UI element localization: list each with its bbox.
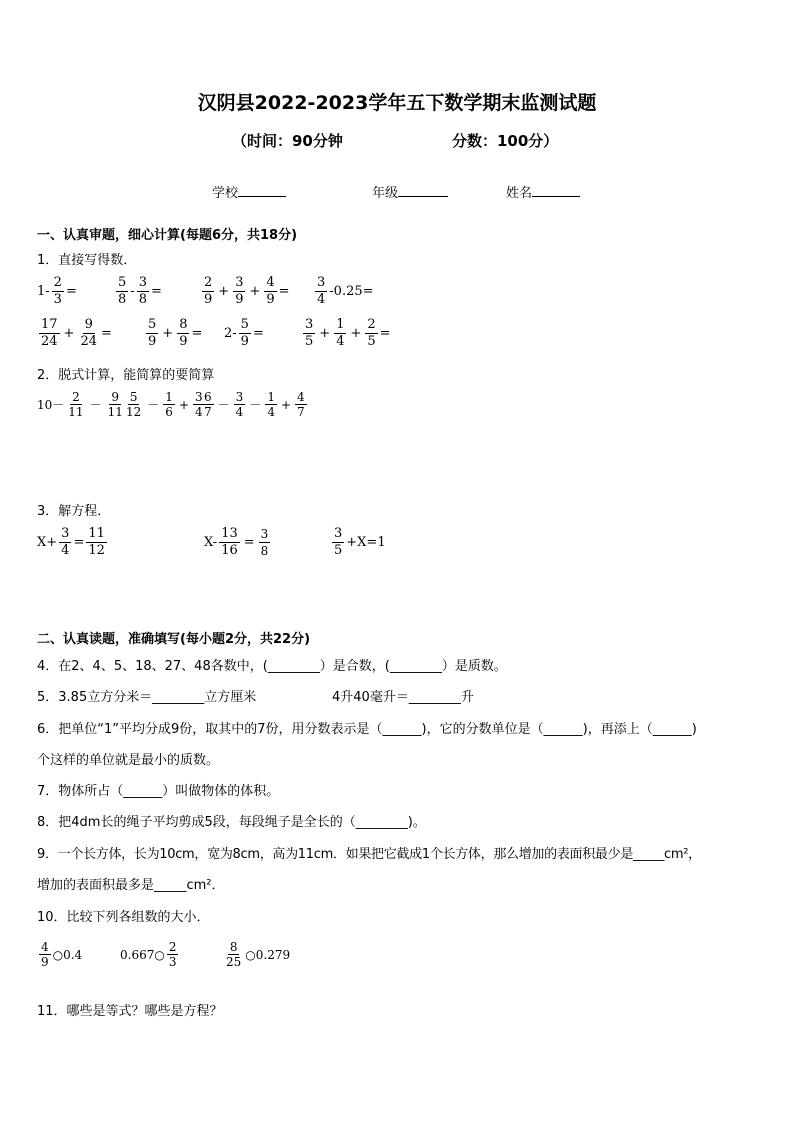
q2-label: 2．脱式计算，能简算的要简算 [37,368,215,383]
q2-item: 10－ $\frac{2}{11}$ － $\frac{9}{11}$ [37,390,123,419]
fraction: $\frac{3}{4}$ [195,390,203,419]
q1-item: 1- $\frac{2}{3}$ = [37,275,77,307]
fraction: $\frac{2}{5}$ [367,317,376,349]
q1-item: $\frac{3}{4}$ -0.25= [317,275,374,307]
page-title: 汉阴县2022-2023学年五下数学期末监测试题 [197,92,597,114]
q3-item: $\frac{3}{5}$ +X=1 [334,526,386,558]
section1-heading: 一、认真审题，细心计算(每题6分，共18分) [37,228,298,243]
fraction: $\frac{2}{3}$ [53,275,62,307]
fraction: $\frac{17}{24}$ [41,317,58,349]
fraction: $\frac{3}{5}$ [334,526,343,558]
q1-item: $\frac{3}{5}$ + $\frac{1}{4}$ + $\frac{2}{5}$ = [305,317,391,349]
fraction: $\frac{9}{24}$ [80,317,97,349]
fraction: $\frac{4}{9}$ [41,940,49,969]
q8-text: 8．把4dm长的绳子平均剪成5段，每段绳子是全长的（________)。 [37,815,426,830]
fraction: $\frac{5}{8}$ [118,275,127,307]
grade-label: 年级 [372,186,399,201]
fraction: $\frac{3}{4}$ [61,526,70,558]
name-blank[interactable] [532,184,580,197]
fraction: $\frac{3}{9}$ [235,275,244,307]
q2-item: $\frac{5}{12}$ － $\frac{1}{6}$ + $\frac{3}{4}$ [126,390,203,419]
name-label: 姓名 [506,186,533,201]
fraction: $\frac{5}{9}$ [240,317,249,349]
fraction: $\frac{3}{8}$ [260,527,269,558]
fraction: $\frac{4}{7}$ [297,390,305,419]
q10-item: 0.667○ $\frac{2}{3}$ [120,940,177,969]
fraction: $\frac{3}{4}$ [235,390,244,419]
fraction: $\frac{5}{12}$ [126,390,142,419]
q6-text-b: 个这样的单位就是最小的质数。 [37,753,220,768]
fraction: $\frac{13}{16}$ [221,526,238,558]
school-label: 学校 [212,186,239,201]
grade-field[interactable] [372,182,448,201]
q1-item: $\frac{2}{9}$ + $\frac{3}{9}$ + $\frac{4}{9}$ = [204,275,290,307]
q11-text: 11．哪些是等式？哪些是方程？ [37,1004,223,1019]
fraction: $\frac{2}{11}$ [68,390,84,419]
q5-text-a: 5．3.85立方分米＝________立方厘米 [37,690,257,705]
fraction: $\frac{1}{6}$ [165,390,173,419]
q1-item: $\frac{17}{24}$ + $\frac{9}{24}$ = [41,317,112,349]
q1-item: $\frac{5}{8}$ - $\frac{3}{8}$ = [118,275,162,307]
fraction: $\frac{6}{7}$ [204,390,212,419]
q3-item: X+ $\frac{3}{4}$ = $\frac{11}{12}$ [37,526,105,558]
q1-item: 2- $\frac{5}{9}$ = [224,317,264,349]
q10-item: $\frac{8}{25}$ ○0.279 [226,940,291,969]
fraction: $\frac{8}{9}$ [179,317,188,349]
q7-text: 7．物体所占（______）叫做物体的体积。 [37,784,280,799]
fraction: $\frac{5}{9}$ [148,317,157,349]
fraction: $\frac{8}{25}$ [226,940,242,969]
q5-text-b: 4升40毫升＝________升 [332,690,474,705]
q10-label: 10．比较下列各组数的大小． [37,910,210,925]
fraction: $\frac{2}{9}$ [204,275,213,307]
school-blank[interactable] [238,184,286,197]
q2-item: $\frac{6}{7}$ － $\frac{3}{4}$ － $\frac{1}{4}$ + $\frac{4}{7}$ [204,390,305,419]
fraction: $\frac{2}{3}$ [168,940,177,969]
fraction: $\frac{11}{12}$ [88,526,105,558]
fraction: $\frac{3}{8}$ [138,275,147,307]
name-field[interactable] [506,182,580,201]
q6-text-a: 6．把单位“1”平均分成9份，取其中的7份，用分数表示是（______)，它的分数单位是（______)，再添上（______) [37,722,697,737]
q10-item: $\frac{4}{9}$ ○0.4 [41,940,83,969]
fraction: $\frac{3}{5}$ [305,317,314,349]
fraction: $\frac{1}{4}$ [336,317,345,349]
q3-label: 3．解方程． [37,504,111,519]
fraction: $\frac{1}{4}$ [267,390,275,419]
q9-text-a: 9．一个长方体，长为10cm，宽为8cm，高为11cm．如果把它截成1个长方体，那么增加的表面积最少是_____cm²， [37,847,701,862]
fraction: $\frac{9}{11}$ [107,390,123,419]
school-field[interactable] [212,182,286,201]
q1-label: 1．直接写得数． [37,253,137,268]
section2-heading: 二、认真读题，准确填写(每小题2分，共22分) [37,632,311,647]
fraction: $\frac{3}{4}$ [317,275,326,307]
q9-text-b: 增加的表面积最多是_____cm²． [37,878,225,893]
q1-item: $\frac{5}{9}$ + $\frac{8}{9}$ = [148,317,203,349]
q4-text: 4．在2、4、5、18、27、48各数中，(________）是合数，(________）是质数。 [37,659,507,674]
exam-time: （时间：90分钟 [232,132,343,150]
q3-item: X- $\frac{13}{16}$ = $\frac{3}{8}$ [204,526,269,558]
exam-score: 分数：100分） [452,132,559,150]
fraction: $\frac{4}{9}$ [266,275,275,307]
grade-blank[interactable] [398,184,448,197]
